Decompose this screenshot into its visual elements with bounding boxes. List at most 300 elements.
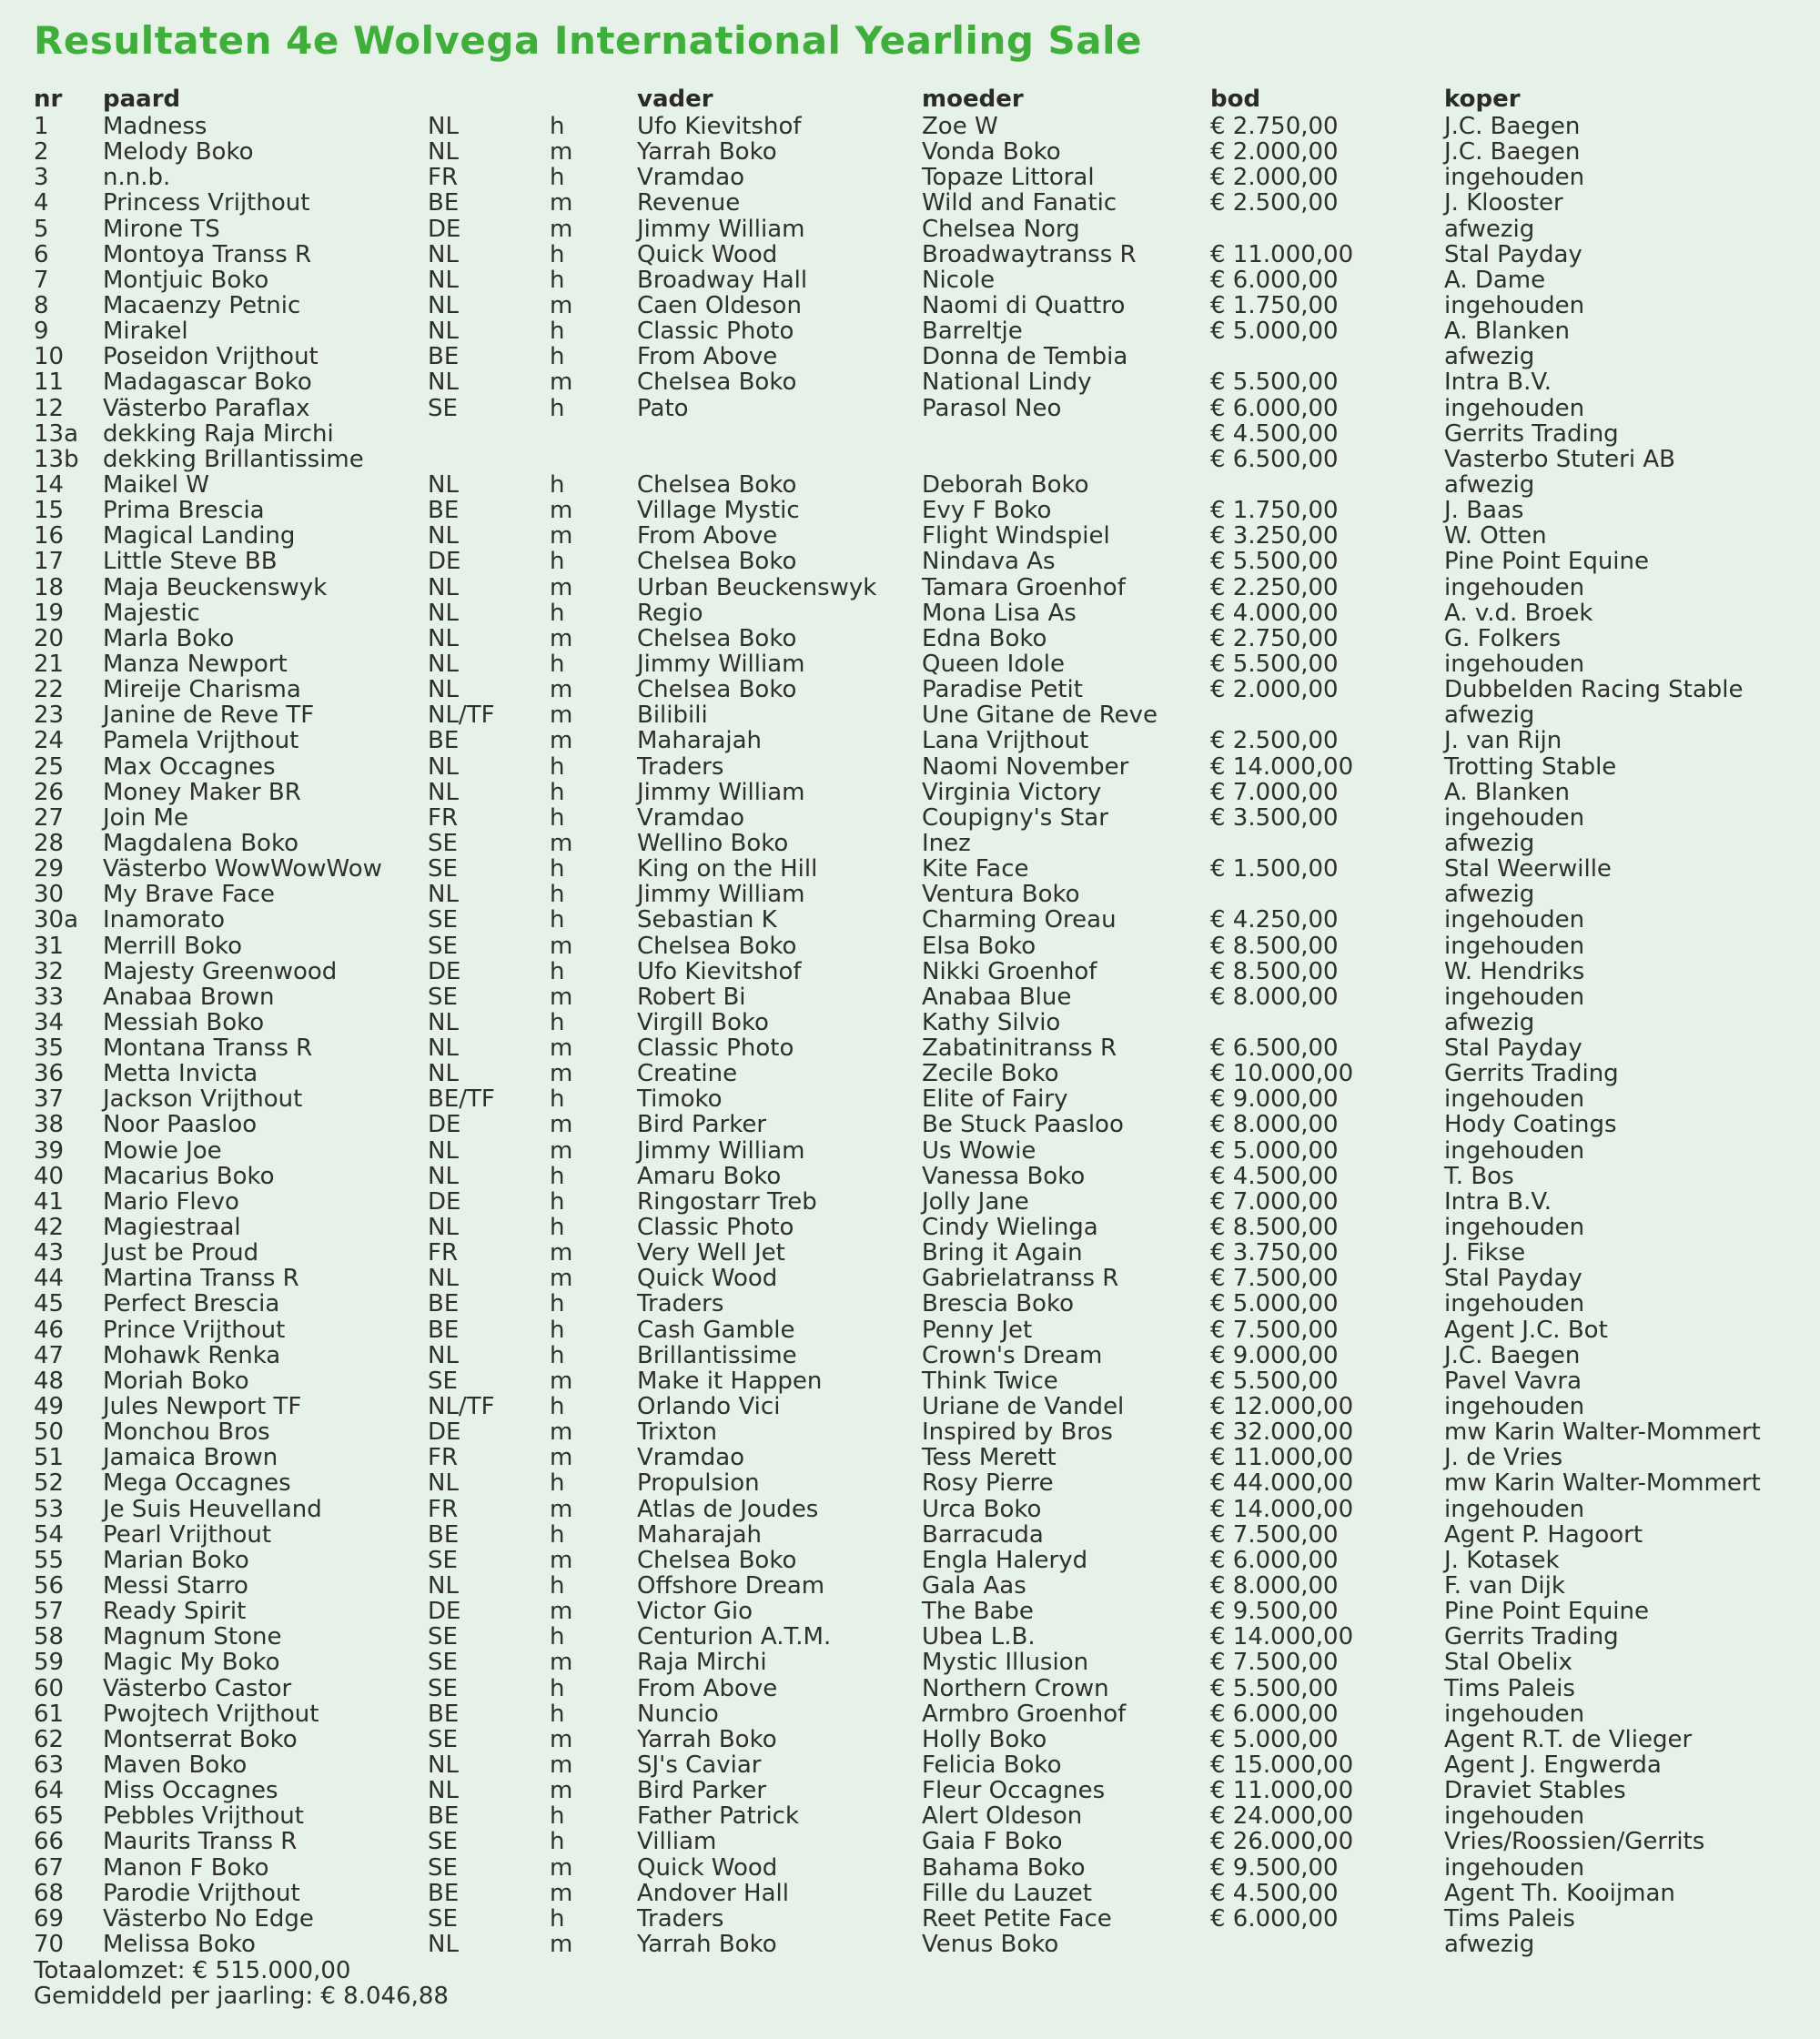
table-row — [0, 1445, 1820, 1470]
row-land: SE — [428, 1367, 458, 1395]
row-land: NL — [428, 138, 459, 167]
row-bod: € 26.000,00 — [1210, 1828, 1354, 1856]
table-row — [0, 1906, 1820, 1932]
row-paard: Monchou Bros — [103, 1418, 270, 1447]
row-geslacht: m — [550, 1418, 573, 1447]
row-vader: Orlando Vici — [637, 1393, 781, 1421]
row-nr: 19 — [34, 599, 65, 627]
row-bod: € 5.500,00 — [1210, 548, 1339, 576]
row-nr: 64 — [34, 1777, 65, 1805]
row-bod: € 2.750,00 — [1210, 624, 1339, 652]
row-geslacht: h — [550, 1393, 565, 1421]
row-geslacht: h — [550, 1290, 565, 1318]
header-nr: nr — [34, 86, 63, 113]
row-koper: ingehouden — [1444, 906, 1585, 934]
row-bod: € 9.500,00 — [1210, 1598, 1339, 1626]
row-moeder: Lana Vrijthout — [922, 727, 1089, 755]
row-land: BE — [428, 1879, 460, 1907]
row-nr: 29 — [34, 855, 65, 883]
table-row — [0, 728, 1820, 753]
row-vader: Creatine — [637, 1060, 738, 1088]
row-geslacht: h — [550, 599, 565, 627]
row-bod: € 8.000,00 — [1210, 1111, 1339, 1139]
table-row — [0, 626, 1820, 651]
row-moeder: Gala Aas — [922, 1572, 1026, 1600]
row-land: FR — [428, 1444, 459, 1472]
row-moeder: Think Twice — [922, 1367, 1058, 1395]
row-paard: Montoya Transs R — [103, 240, 312, 268]
row-geslacht: m — [550, 1367, 573, 1395]
row-land: SE — [428, 983, 458, 1011]
row-koper: mw Karin Walter-Mommert — [1444, 1418, 1761, 1447]
row-moeder: Topaze Littoral — [922, 164, 1095, 192]
row-land: NL — [428, 1777, 459, 1805]
row-bod: € 1.750,00 — [1210, 497, 1339, 525]
table-row — [0, 575, 1820, 601]
row-nr: 56 — [34, 1572, 65, 1600]
table-row — [0, 217, 1820, 242]
row-vader: Centurion A.T.M. — [637, 1623, 832, 1651]
row-vader: Brillantissime — [637, 1341, 797, 1369]
row-nr: 18 — [34, 573, 65, 601]
row-koper: ingehouden — [1444, 291, 1585, 319]
row-geslacht: h — [550, 1341, 565, 1369]
row-bod: € 5.500,00 — [1210, 368, 1339, 397]
row-land: NL — [428, 1572, 459, 1600]
row-vader: From Above — [637, 1674, 778, 1702]
table-row — [0, 754, 1820, 780]
row-vader: Classic Photo — [637, 1035, 794, 1063]
row-koper: afwezig — [1444, 343, 1535, 371]
row-land: NL — [428, 522, 459, 550]
row-moeder: Parasol Neo — [922, 394, 1062, 422]
row-land: SE — [428, 1725, 458, 1753]
row-bod: € 12.000,00 — [1210, 1393, 1354, 1421]
row-land: BE/TF — [428, 1085, 495, 1114]
row-land: BE — [428, 1520, 460, 1549]
row-paard: Janine de Reve TF — [103, 702, 315, 730]
row-paard: Just be Proud — [103, 1239, 259, 1267]
row-land: SE — [428, 932, 458, 960]
row-bod: € 5.500,00 — [1210, 650, 1339, 678]
row-nr: 4 — [34, 189, 49, 217]
row-vader: Caen Oldeson — [637, 291, 802, 319]
row-moeder: Deborah Boko — [922, 470, 1089, 499]
row-bod: € 5.500,00 — [1210, 1367, 1339, 1395]
row-land: NL — [428, 1469, 459, 1498]
row-bod: € 6.000,00 — [1210, 1700, 1339, 1728]
row-vader: Villiam — [637, 1828, 717, 1856]
row-koper: afwezig — [1444, 829, 1535, 857]
row-moeder: Reet Petite Face — [922, 1904, 1112, 1933]
row-bod: € 5.500,00 — [1210, 1674, 1339, 1702]
row-moeder: Bahama Boko — [922, 1853, 1086, 1882]
table-row — [0, 1368, 1820, 1394]
row-nr: 70 — [34, 1930, 65, 1958]
row-nr: 55 — [34, 1546, 65, 1574]
table-row — [0, 1881, 1820, 1906]
row-nr: 12 — [34, 394, 65, 422]
row-koper: Trotting Stable — [1444, 752, 1617, 781]
row-bod: € 7.500,00 — [1210, 1649, 1339, 1677]
row-land: NL — [428, 1035, 459, 1063]
table-row — [0, 1548, 1820, 1573]
row-land: SE — [428, 1623, 458, 1651]
row-geslacht: m — [550, 702, 573, 730]
row-vader: Broadway Hall — [637, 266, 808, 294]
row-vader: From Above — [637, 343, 778, 371]
row-moeder: Kathy Silvio — [922, 1008, 1061, 1036]
table-row — [0, 114, 1820, 139]
row-koper: Draviet Stables — [1444, 1777, 1626, 1805]
row-koper: afwezig — [1444, 702, 1535, 730]
row-moeder: Crown's Dream — [922, 1341, 1103, 1369]
row-koper: Tims Paleis — [1444, 1674, 1575, 1702]
row-bod: € 3.750,00 — [1210, 1239, 1339, 1267]
row-koper: ingehouden — [1444, 1802, 1585, 1831]
row-bod: € 14.000,00 — [1210, 1623, 1354, 1651]
row-nr: 2 — [34, 138, 49, 167]
row-koper: ingehouden — [1444, 573, 1585, 601]
row-paard: Melody Boko — [103, 138, 254, 167]
row-land: DE — [428, 1598, 461, 1626]
row-bod: € 11.000,00 — [1210, 240, 1354, 268]
row-paard: Mirone TS — [103, 215, 220, 243]
row-land: BE — [428, 189, 460, 217]
row-bod: € 14.000,00 — [1210, 1495, 1354, 1523]
row-geslacht: h — [550, 1316, 565, 1344]
row-paard: Mohawk Renka — [103, 1341, 281, 1369]
row-moeder: Engla Haleryd — [922, 1546, 1088, 1574]
row-vader: Jimmy William — [637, 778, 805, 806]
row-paard: Maikel W — [103, 470, 209, 499]
table-row — [0, 523, 1820, 549]
row-moeder: Elsa Boko — [922, 932, 1036, 960]
row-nr: 48 — [34, 1367, 65, 1395]
row-vader: Quick Wood — [637, 1265, 778, 1293]
row-koper: afwezig — [1444, 215, 1535, 243]
row-moeder: Uriane de Vandel — [922, 1393, 1125, 1421]
row-vader: Chelsea Boko — [637, 548, 797, 576]
row-bod: € 6.500,00 — [1210, 1035, 1339, 1063]
row-nr: 22 — [34, 676, 65, 704]
row-koper: ingehouden — [1444, 650, 1585, 678]
row-bod: € 8.500,00 — [1210, 1214, 1339, 1242]
results-table — [0, 114, 1820, 1957]
row-koper: F. van Dijk — [1444, 1572, 1565, 1600]
row-geslacht: m — [550, 624, 573, 652]
row-paard: Pamela Vrijthout — [103, 727, 299, 755]
row-bod: € 8.000,00 — [1210, 983, 1339, 1011]
row-paard: Jamaica Brown — [103, 1444, 278, 1472]
row-paard: Metta Invicta — [103, 1060, 258, 1088]
row-bod: € 7.500,00 — [1210, 1520, 1339, 1549]
row-land: NL — [428, 1214, 459, 1242]
table-row — [0, 1317, 1820, 1343]
row-geslacht: h — [550, 318, 565, 346]
row-nr: 37 — [34, 1085, 65, 1114]
table-row — [0, 549, 1820, 574]
row-land: DE — [428, 215, 461, 243]
row-nr: 27 — [34, 803, 65, 832]
row-land: SE — [428, 1904, 458, 1933]
row-vader: Vramdao — [637, 164, 745, 192]
page-title: Resultaten 4e Wolvega International Yearling Sale — [34, 18, 1143, 63]
header-paard: paard — [103, 86, 181, 113]
row-koper: G. Folkers — [1444, 624, 1562, 652]
row-koper: A. v.d. Broek — [1444, 599, 1593, 627]
table-row — [0, 242, 1820, 267]
row-koper: afwezig — [1444, 881, 1535, 909]
row-vader: Timoko — [637, 1085, 723, 1114]
row-geslacht: h — [550, 1572, 565, 1600]
row-nr: 67 — [34, 1853, 65, 1882]
row-land: DE — [428, 957, 461, 985]
row-nr: 1 — [34, 113, 49, 140]
table-row — [0, 1573, 1820, 1599]
row-paard: Ready Spirit — [103, 1598, 247, 1626]
table-row — [0, 1164, 1820, 1189]
row-moeder: Charming Oreau — [922, 906, 1117, 934]
row-moeder: Edna Boko — [922, 624, 1047, 652]
row-vader: Village Mystic — [637, 497, 800, 525]
row-geslacht: m — [550, 1598, 573, 1626]
row-bod: € 8.000,00 — [1210, 1572, 1339, 1600]
row-vader: Andover Hall — [637, 1879, 789, 1907]
row-nr: 30 — [34, 881, 65, 909]
row-geslacht: h — [550, 881, 565, 909]
row-vader: Offshore Dream — [637, 1572, 825, 1600]
row-land: SE — [428, 906, 458, 934]
row-koper: Dubbelden Racing Stable — [1444, 676, 1744, 704]
header-vader: vader — [637, 86, 713, 113]
row-bod: € 14.000,00 — [1210, 752, 1354, 781]
row-koper: ingehouden — [1444, 1495, 1585, 1523]
table-row — [0, 1752, 1820, 1778]
row-paard: Martina Transs R — [103, 1265, 299, 1293]
row-nr: 66 — [34, 1828, 65, 1856]
row-moeder: Nindava As — [922, 548, 1056, 576]
row-bod: € 7.000,00 — [1210, 1187, 1339, 1216]
row-koper: Agent J. Engwerda — [1444, 1751, 1662, 1779]
table-row — [0, 1599, 1820, 1624]
row-paard: Max Occagnes — [103, 752, 276, 781]
row-moeder: Armbro Groenhof — [922, 1700, 1127, 1728]
row-geslacht: h — [550, 752, 565, 781]
table-row — [0, 1266, 1820, 1291]
row-geslacht: m — [550, 1777, 573, 1805]
row-paard: dekking Raja Mirchi — [103, 419, 334, 448]
row-land: NL — [428, 1341, 459, 1369]
row-paard: Macarius Boko — [103, 1162, 275, 1190]
row-paard: Prince Vrijthout — [103, 1316, 286, 1344]
row-nr: 51 — [34, 1444, 65, 1472]
row-nr: 69 — [34, 1904, 65, 1933]
row-koper: Gerrits Trading — [1444, 419, 1619, 448]
row-koper: J. de Vries — [1444, 1444, 1563, 1472]
row-geslacht: h — [550, 266, 565, 294]
row-paard: Pearl Vrijthout — [103, 1520, 272, 1549]
row-vader: Chelsea Boko — [637, 1546, 797, 1574]
row-moeder: Zecile Boko — [922, 1060, 1059, 1088]
row-land: SE — [428, 394, 458, 422]
row-bod: € 2.500,00 — [1210, 727, 1339, 755]
row-koper: A. Blanken — [1444, 778, 1570, 806]
row-nr: 31 — [34, 932, 65, 960]
row-nr: 41 — [34, 1187, 65, 1216]
row-geslacht: h — [550, 1162, 565, 1190]
row-vader: Victor Gio — [637, 1598, 753, 1626]
row-nr: 45 — [34, 1290, 65, 1318]
row-geslacht: h — [550, 1085, 565, 1114]
row-geslacht: h — [550, 1802, 565, 1831]
row-koper: Stal Payday — [1444, 240, 1582, 268]
row-geslacht: m — [550, 1444, 573, 1472]
row-vader: SJ's Caviar — [637, 1751, 762, 1779]
row-paard: Magnum Stone — [103, 1623, 282, 1651]
row-land: DE — [428, 1111, 461, 1139]
row-geslacht: m — [550, 829, 573, 857]
table-row — [0, 907, 1820, 933]
row-bod: € 24.000,00 — [1210, 1802, 1354, 1831]
row-geslacht: m — [550, 189, 573, 217]
row-bod: € 9.000,00 — [1210, 1085, 1339, 1114]
row-paard: Madagascar Boko — [103, 368, 312, 397]
table-row — [0, 139, 1820, 165]
row-land: BE — [428, 343, 460, 371]
row-vader: Maharajah — [637, 1520, 763, 1549]
row-koper: Agent Th. Kooijman — [1444, 1879, 1675, 1907]
row-geslacht: h — [550, 240, 565, 268]
row-geslacht: h — [550, 778, 565, 806]
row-geslacht: h — [550, 1469, 565, 1498]
row-moeder: Inspired by Bros — [922, 1418, 1113, 1447]
row-koper: Pine Point Equine — [1444, 1598, 1649, 1626]
table-row — [0, 396, 1820, 421]
row-bod: € 6.500,00 — [1210, 445, 1339, 473]
table-row — [0, 831, 1820, 856]
row-vader: Bilibili — [637, 702, 708, 730]
row-geslacht: m — [550, 1495, 573, 1523]
row-vader: Classic Photo — [637, 318, 794, 346]
row-moeder: Gabrielatranss R — [922, 1265, 1119, 1293]
row-paard: Magical Landing — [103, 522, 296, 550]
row-geslacht: m — [550, 573, 573, 601]
row-moeder: Une Gitane de Reve — [922, 702, 1158, 730]
row-land: NL — [428, 881, 459, 909]
row-nr: 61 — [34, 1700, 65, 1728]
row-vader: Atlas de Joudes — [637, 1495, 819, 1523]
row-moeder: Felicia Boko — [922, 1751, 1062, 1779]
row-paard: Messiah Boko — [103, 1008, 265, 1036]
row-geslacht: h — [550, 470, 565, 499]
row-bod: € 1.750,00 — [1210, 291, 1339, 319]
row-land: NL — [428, 1136, 459, 1165]
row-vader: Chelsea Boko — [637, 624, 797, 652]
row-nr: 36 — [34, 1060, 65, 1088]
table-row — [0, 1676, 1820, 1701]
row-paard: Maja Beuckenswyk — [103, 573, 328, 601]
row-moeder: Barracuda — [922, 1520, 1044, 1549]
row-moeder: Fille du Lauzet — [922, 1879, 1092, 1907]
row-moeder: Evy F Boko — [922, 497, 1052, 525]
row-paard: Manon F Boko — [103, 1853, 269, 1882]
row-geslacht: m — [550, 291, 573, 319]
row-bod: € 7.500,00 — [1210, 1265, 1339, 1293]
row-koper: A. Blanken — [1444, 318, 1570, 346]
row-land: SE — [428, 1546, 458, 1574]
row-bod: € 5.000,00 — [1210, 318, 1339, 346]
row-geslacht: m — [550, 676, 573, 704]
row-vader: From Above — [637, 522, 778, 550]
row-geslacht: h — [550, 394, 565, 422]
table-row — [0, 1394, 1820, 1419]
row-paard: Magiestraal — [103, 1214, 241, 1242]
table-row — [0, 1650, 1820, 1675]
row-paard: Perfect Brescia — [103, 1290, 280, 1318]
row-nr: 44 — [34, 1265, 65, 1293]
row-moeder: Inez — [922, 829, 971, 857]
row-geslacht: m — [550, 522, 573, 550]
row-paard: Join Me — [103, 803, 188, 832]
row-nr: 25 — [34, 752, 65, 781]
table-row — [0, 1112, 1820, 1137]
row-geslacht: m — [550, 1751, 573, 1779]
row-geslacht: m — [550, 497, 573, 525]
row-moeder: Vanessa Boko — [922, 1162, 1086, 1190]
row-geslacht: m — [550, 1265, 573, 1293]
row-vader: Quick Wood — [637, 240, 778, 268]
row-moeder: Wild and Fanatic — [922, 189, 1117, 217]
table-row — [0, 293, 1820, 318]
row-nr: 21 — [34, 650, 65, 678]
table-row — [0, 344, 1820, 369]
row-vader: Cash Gamble — [637, 1316, 795, 1344]
row-vader: Very Well Jet — [637, 1239, 785, 1267]
row-geslacht: h — [550, 548, 565, 576]
row-paard: Madness — [103, 113, 207, 140]
row-bod: € 1.500,00 — [1210, 855, 1339, 883]
row-moeder: Cindy Wielinga — [922, 1214, 1098, 1242]
row-koper: afwezig — [1444, 470, 1535, 499]
table-row — [0, 856, 1820, 882]
table-row — [0, 447, 1820, 472]
row-nr: 49 — [34, 1393, 65, 1421]
row-geslacht: m — [550, 1060, 573, 1088]
row-vader: Robert Bi — [637, 983, 746, 1011]
row-koper: A. Dame — [1444, 266, 1546, 294]
table-row — [0, 1419, 1820, 1445]
row-moeder: Penny Jet — [922, 1316, 1033, 1344]
row-moeder: Barreltje — [922, 318, 1023, 346]
table-row — [0, 1932, 1820, 1957]
table-row — [0, 1035, 1820, 1061]
row-land: NL — [428, 1751, 459, 1779]
row-vader: Virgill Boko — [637, 1008, 769, 1036]
row-bod: € 2.000,00 — [1210, 138, 1339, 167]
row-land: NL — [428, 240, 459, 268]
row-bod: € 4.000,00 — [1210, 599, 1339, 627]
row-vader: Jimmy William — [637, 881, 805, 909]
row-land: BE — [428, 727, 460, 755]
row-koper: J.C. Baegen — [1444, 113, 1581, 140]
row-paard: Montana Transs R — [103, 1035, 313, 1063]
row-moeder: Us Wowie — [922, 1136, 1036, 1165]
row-geslacht: m — [550, 1546, 573, 1574]
row-bod: € 7.000,00 — [1210, 778, 1339, 806]
row-moeder: Gaia F Boko — [922, 1828, 1063, 1856]
row-koper: J. Kotasek — [1444, 1546, 1560, 1574]
